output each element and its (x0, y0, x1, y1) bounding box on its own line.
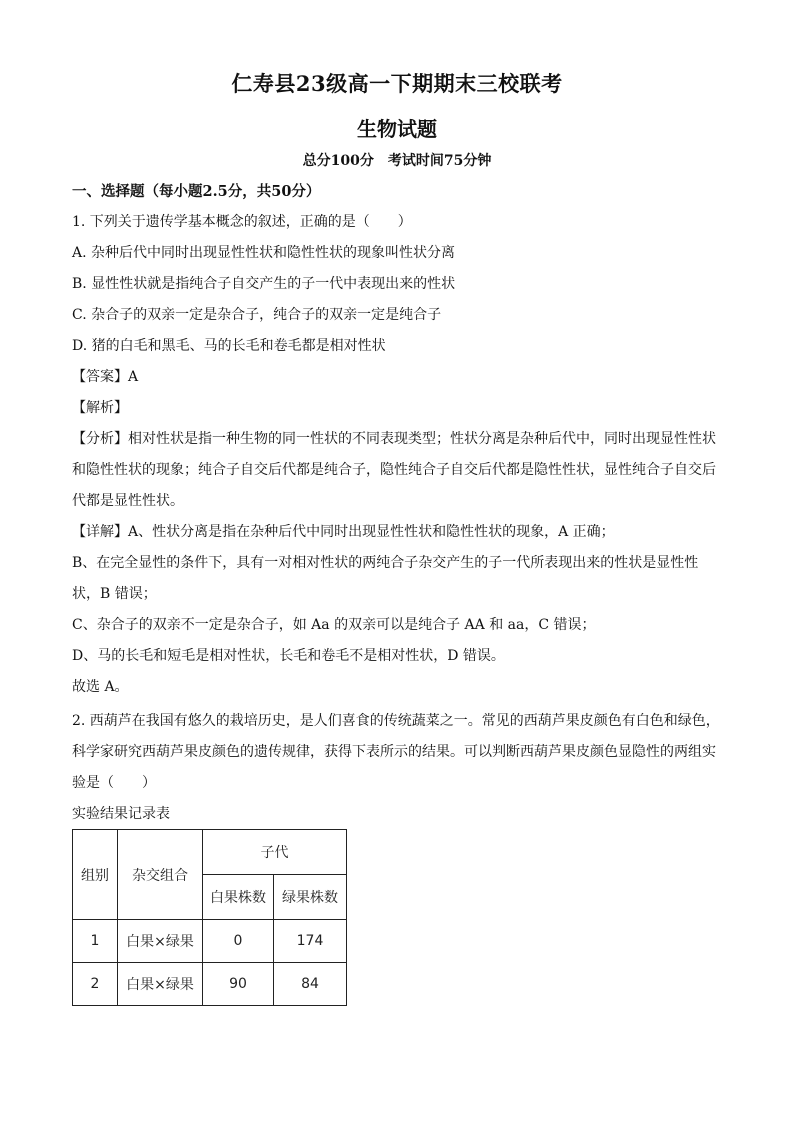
header-offspring: 子代 (203, 830, 347, 875)
table-row (73, 920, 347, 963)
header-green-count: 绿果株数 (274, 875, 347, 920)
q1-fenxi-line-1: 【分析】相对性状是指一种生物的同一性状的不同表现类型；性状分离是杂种后代中，同时出现显性性状 (72, 431, 716, 447)
analysis-tag: 【解析】 (72, 400, 128, 416)
table-row (73, 963, 347, 1006)
q1-fenxi-line-3: 代都是显性性状。 (72, 493, 184, 509)
answer-tag: 【答案】 (72, 369, 128, 385)
q2-stem-line-3: 验是（ ） (72, 775, 156, 791)
cell-white: 0 (203, 920, 274, 963)
q1-option-c: C. 杂合子的双亲一定是杂合子，纯合子的双亲一定是纯合子 (72, 307, 442, 323)
q1-stem: 1. 下列关于遗传学基本概念的叙述，正确的是（ ） (72, 214, 412, 230)
q1-answer (72, 362, 732, 393)
cell-cross: 白果×绿果 (118, 963, 203, 1006)
q1-detail-line-3: 状，B 错误； (72, 586, 157, 602)
q2-stem-line-1: 2. 西葫芦在我国有悠久的栽培历史，是人们喜食的传统蔬菜之一。常见的西葫芦果皮颜色有白色和绿色， (72, 713, 720, 729)
header-group: 组别 (73, 830, 118, 920)
q1-fenxi-line-2: 和隐性性状的现象；纯合子自交后代都是纯合子，隐性纯合子自交后代都是隐性性状，显性纯合子自交后 (72, 462, 716, 478)
q1-option-b: B. 显性性状就是指纯合子自交产生的子一代中表现出来的性状 (72, 276, 456, 292)
cell-white: 90 (203, 963, 274, 1006)
answer-value: A (128, 369, 139, 385)
cell-green: 84 (274, 963, 347, 1006)
cell-group: 1 (73, 920, 118, 963)
cell-group: 2 (73, 963, 118, 1006)
section-heading: 一、选择题（每小题2.5分，共50分） (72, 183, 321, 200)
q2-stem-line-2: 科学家研究西葫芦果皮颜色的遗传规律，获得下表所示的结果。可以判断西葫芦果皮颜色显隐性的两组实 (72, 744, 716, 760)
results-table (72, 829, 347, 1006)
q1-detail-line-6: 故选 A。 (72, 679, 129, 695)
q1-detail-line-1: 【详解】A、性状分离是指在杂种后代中同时出现显性性状和隐性性状的现象，A 正确； (72, 524, 615, 540)
subject-title: 生物试题 (357, 117, 437, 141)
exam-title: 仁寿县23级高一下期期末三校联考 (231, 71, 563, 96)
q1-detail-line-5: D、马的长毛和短毛是相对性状，长毛和卷毛不是相对性状，D 错误。 (72, 648, 505, 664)
header-cross: 杂交组合 (118, 830, 203, 920)
cell-green: 174 (274, 920, 347, 963)
exam-info: 总分100分 考试时间75分钟 (302, 153, 492, 169)
q1-detail-line-4: C、杂合子的双亲不一定是杂合子，如 Aa 的双亲可以是纯合子 AA 和 aa，C 错误； (72, 617, 596, 633)
header-white-count: 白果株数 (203, 875, 274, 920)
q1-detail-line-2: B、在完全显性的条件下，具有一对相对性状的两纯合子杂交产生的子一代所表现出来的性状是显性性 (72, 555, 699, 571)
q1-option-a: A. 杂种后代中同时出现显性性状和隐性性状的现象叫性状分离 (72, 245, 456, 261)
table-caption: 实验结果记录表 (72, 806, 170, 822)
cell-cross: 白果×绿果 (118, 920, 203, 963)
q1-option-d: D. 猪的白毛和黑毛、马的长毛和卷毛都是相对性状 (72, 338, 386, 354)
